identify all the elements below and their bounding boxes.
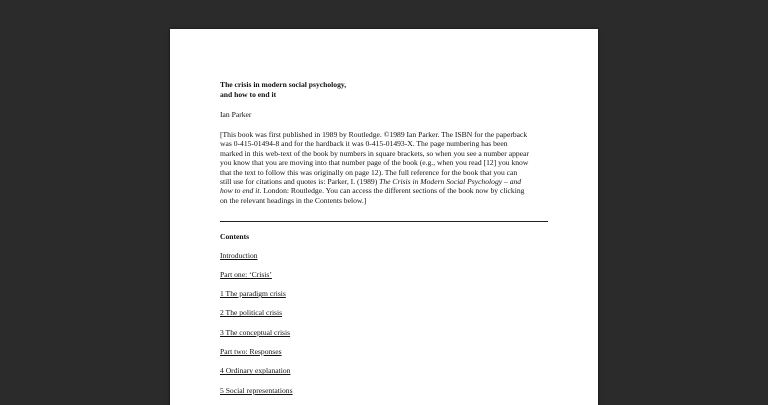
contents-heading: Contents	[220, 232, 250, 241]
toc-item	[220, 251, 550, 270]
toc-item	[220, 366, 550, 385]
note-text-2: . London: Routledge. You can access the different sections of the book now by clicking on the relevant headings in the Contents below.]	[220, 186, 525, 205]
author-name: Ian Parker	[220, 110, 252, 119]
toc-link-introduction[interactable]: Introduction	[220, 250, 258, 260]
note-book-title: The Crisis in Modern Social Psychology – and how to end it	[220, 177, 522, 196]
contents-section	[220, 232, 550, 405]
toc-item	[220, 347, 550, 366]
toc-link-ordinary-explanation[interactable]: 4 Ordinary explanation	[220, 366, 291, 376]
toc-link-conceptual-crisis[interactable]: 3 The conceptual crisis	[220, 327, 291, 337]
table-of-contents	[220, 251, 550, 405]
toc-link-paradigm-crisis[interactable]: 1 The paradigm crisis	[220, 289, 286, 299]
document-page	[170, 29, 598, 405]
toc-item	[220, 328, 550, 347]
document-header	[220, 80, 550, 205]
toc-link-part-two[interactable]: Part two: Responses	[220, 346, 282, 356]
publication-note	[220, 130, 530, 205]
title-line-1: The crisis in modern social psychology,	[220, 80, 347, 89]
toc-link-part-one[interactable]: Part one: ‘Crisis’	[220, 269, 272, 279]
toc-item	[220, 289, 550, 308]
toc-item	[220, 270, 550, 289]
toc-item	[220, 308, 550, 327]
toc-item	[220, 386, 550, 405]
title-line-2: and how to end it	[220, 90, 277, 99]
section-divider	[220, 221, 548, 222]
note-text-1: [This book was first published in 1989 by Routledge. ©1989 Ian Parker. The ISBN for the paperback was 0-415-01494-8 and for the hardback it was 0-415-01493-X. The page numbering has been marked in this web-text of the book by numbers in square brackets, so when you see a number appear you know that you are moving into that number page of the book (e.g., when you read [12] you know that the text to follow this was originally on page 12). The full reference for the book that you can still use for citations and quotes is: Parker, I. (1989)	[220, 130, 529, 187]
document-title	[220, 80, 550, 100]
toc-link-social-representations[interactable]: 5 Social representations	[220, 385, 293, 395]
toc-link-political-crisis[interactable]: 2 The political crisis	[220, 308, 283, 318]
